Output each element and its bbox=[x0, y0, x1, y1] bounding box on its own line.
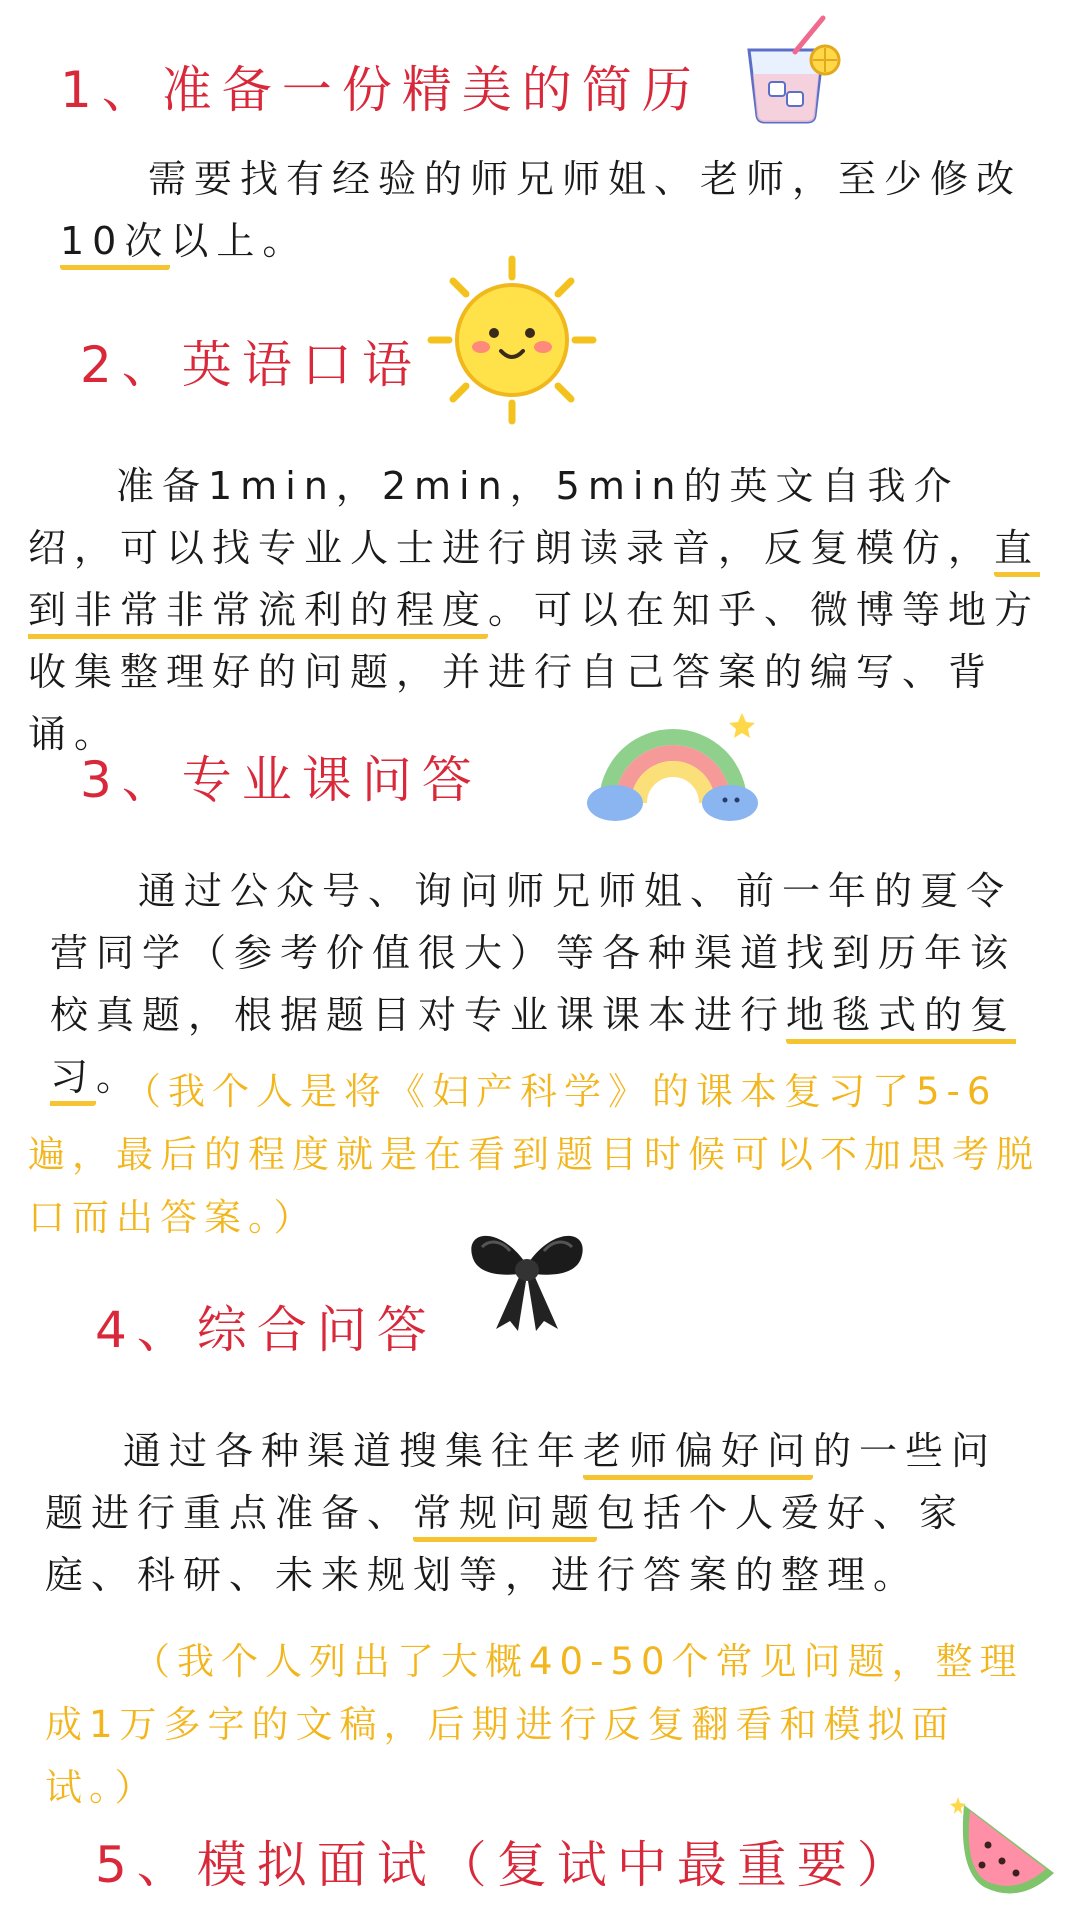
drink-cup-icon bbox=[735, 12, 845, 127]
section-3-note-text: （我个人是将《妇产科学》的课本复习了5-6遍，最后的程度就是在看到题目时候可以不加思考脱口而出答案。） bbox=[28, 1070, 1040, 1239]
section-3-note bbox=[28, 1060, 1048, 1249]
section-4-body bbox=[45, 1420, 1040, 1606]
section-4-text: 通过各种渠道搜集往年 bbox=[123, 1429, 584, 1473]
section-3-text-end: 。 bbox=[96, 1055, 143, 1099]
smiling-sun-icon bbox=[425, 255, 600, 425]
section-2-highlight: 直到非常非常流利的程度 bbox=[28, 526, 1040, 639]
section-1-highlight: 10次 bbox=[60, 219, 170, 270]
section-4-text-mid: 的一些问题进行重点准备、 bbox=[45, 1429, 998, 1535]
rainbow-cloud-icon bbox=[585, 705, 760, 825]
section-1-text: 需要找有经验的师兄师姐、老师，至少修改 bbox=[148, 157, 1023, 201]
section-3-heading: 3、专业课问答 bbox=[80, 751, 482, 809]
section-2-heading: 2、英语口语 bbox=[80, 336, 422, 394]
section-4-heading: 4、综合问答 bbox=[95, 1301, 437, 1359]
section-1-heading: 1、准备一份精美的简历 bbox=[60, 61, 702, 119]
section-4-text-end: 包括个人爱好、家庭、科研、未来规划等，进行答案的整理。 bbox=[45, 1491, 966, 1597]
section-1-body bbox=[60, 148, 1045, 272]
section-1-text-end: 以上。 bbox=[170, 219, 309, 263]
section-4-note bbox=[45, 1630, 1045, 1819]
section-4-note-text: （我个人列出了大概40-50个常见问题，整理成1万多字的文稿，后期进行反复翻看和模拟面试。） bbox=[45, 1640, 1024, 1809]
section-4-highlight-2: 常规问题 bbox=[413, 1491, 597, 1542]
section-2-text: 准备1min，2min，5min的英文自我介绍，可以找专业人士进行朗读录音，反复模仿， bbox=[28, 464, 995, 570]
watermelon-slice-icon bbox=[950, 1795, 1070, 1905]
section-2-text-end: 。可以在知乎、微博等地方收集整理好的问题，并进行自己答案的编写、背诵。 bbox=[28, 588, 1041, 756]
section-4-highlight-1: 老师偏好问 bbox=[583, 1429, 813, 1480]
section-3-highlight: 地毯式的复习 bbox=[50, 993, 1016, 1106]
section-3-text: 通过公众号、询问师兄师姐、前一年的夏令营同学（参考价值很大）等各种渠道找到历年该校真题，根据题目对专业课课本进行 bbox=[50, 869, 1017, 1037]
section-5-heading: 5、模拟面试（复试中最重要） bbox=[95, 1836, 917, 1894]
black-bow-icon bbox=[462, 1225, 592, 1335]
section-2-body bbox=[28, 455, 1048, 765]
